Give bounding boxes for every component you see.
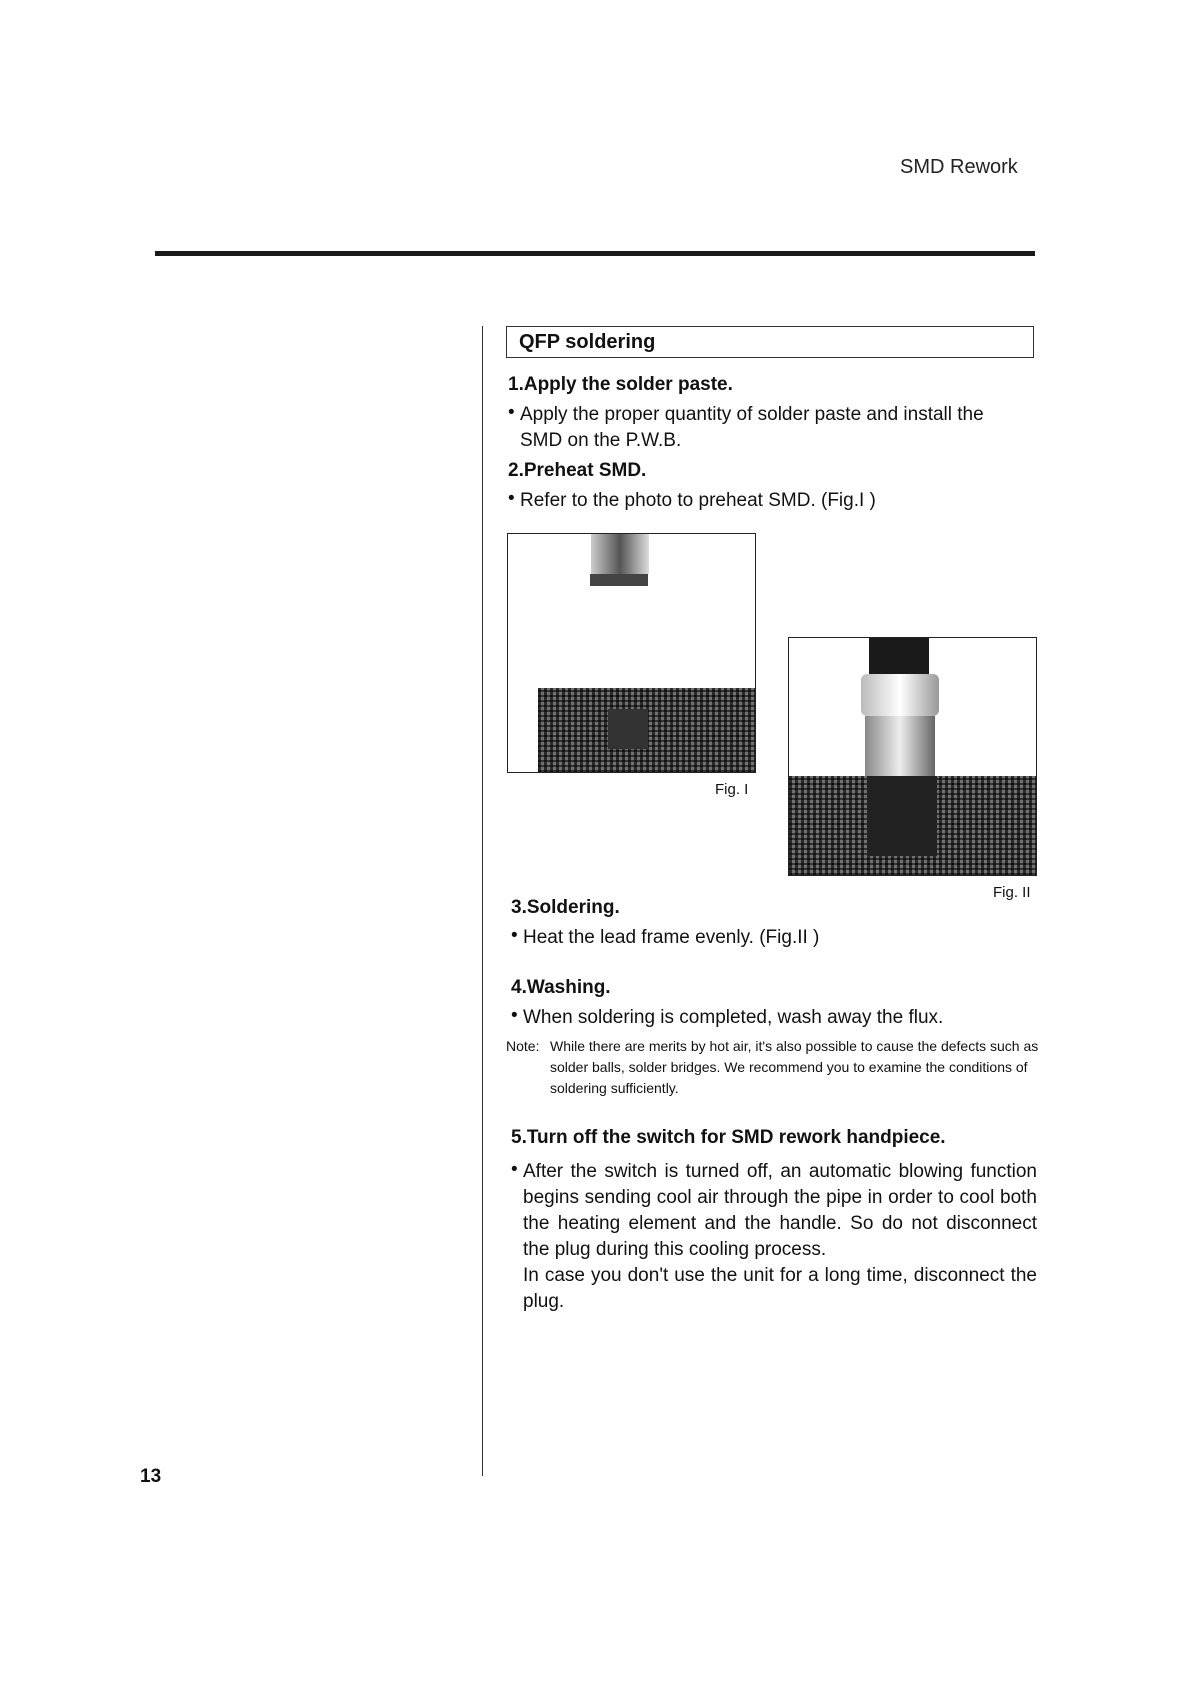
step-5-heading: 5.Turn off the switch for SMD rework handpiece. [511,1127,946,1148]
page-header-title: SMD Rework [900,156,1018,178]
bullet-icon: • [508,488,515,509]
bullet-icon: • [508,402,515,423]
nozzle-shape [865,716,935,776]
page-number: 13 [140,1466,162,1487]
section-title: QFP soldering [506,326,1034,358]
figure-2-caption: Fig. II [993,884,1031,901]
column-divider [482,326,483,1476]
step-1 [508,374,1008,454]
step-2-text: Refer to the photo to preheat SMD. (Fig.I ) [520,490,876,511]
step-2 [508,460,1028,514]
qfp-chip [867,776,937,856]
step-4-heading: 4.Washing. [511,977,611,998]
step-4-text: When soldering is completed, wash away the flux. [523,1007,944,1028]
nozzle-shape [591,534,649,574]
qfp-chip [608,709,648,749]
handpiece-body [869,638,929,674]
bullet-icon: • [511,925,518,946]
figure-1-photo [507,533,756,773]
bullet-icon: • [511,1159,518,1180]
step-5-text: After the switch is turned off, an automatic blowing function begins sending cool air through the pipe in order to cool both the heating element and the handle. So do not disconnect the plug during this cooling process. [523,1161,1037,1260]
figure-2-photo [788,637,1037,876]
header-rule [155,251,1035,256]
step-3 [511,897,931,951]
step-5 [511,1127,1037,1315]
step-4 [511,977,1011,1031]
bullet-icon: • [511,1005,518,1026]
figure-1-caption: Fig. I [715,781,749,798]
nozzle-tip [590,574,648,586]
step-3-heading: 3.Soldering. [511,897,620,918]
note-label: Note: [506,1038,540,1054]
note-text: While there are merits by hot air, it's also possible to cause the defects such as solder balls, solder bridges. We recommend you to examine the conditions of soldering sufficiently. [550,1038,1039,1096]
handpiece-ring [861,674,939,716]
step-1-text: Apply the proper quantity of solder paste and install the SMD on the P.W.B. [520,404,984,451]
step-1-heading: 1.Apply the solder paste. [508,374,733,395]
step-5-text-2: In case you don't use the unit for a long time, disconnect the plug. [523,1265,1037,1312]
step-3-text: Heat the lead frame evenly. (Fig.II ) [523,927,820,948]
step-2-heading: 2.Preheat SMD. [508,460,647,481]
note [506,1036,1046,1099]
